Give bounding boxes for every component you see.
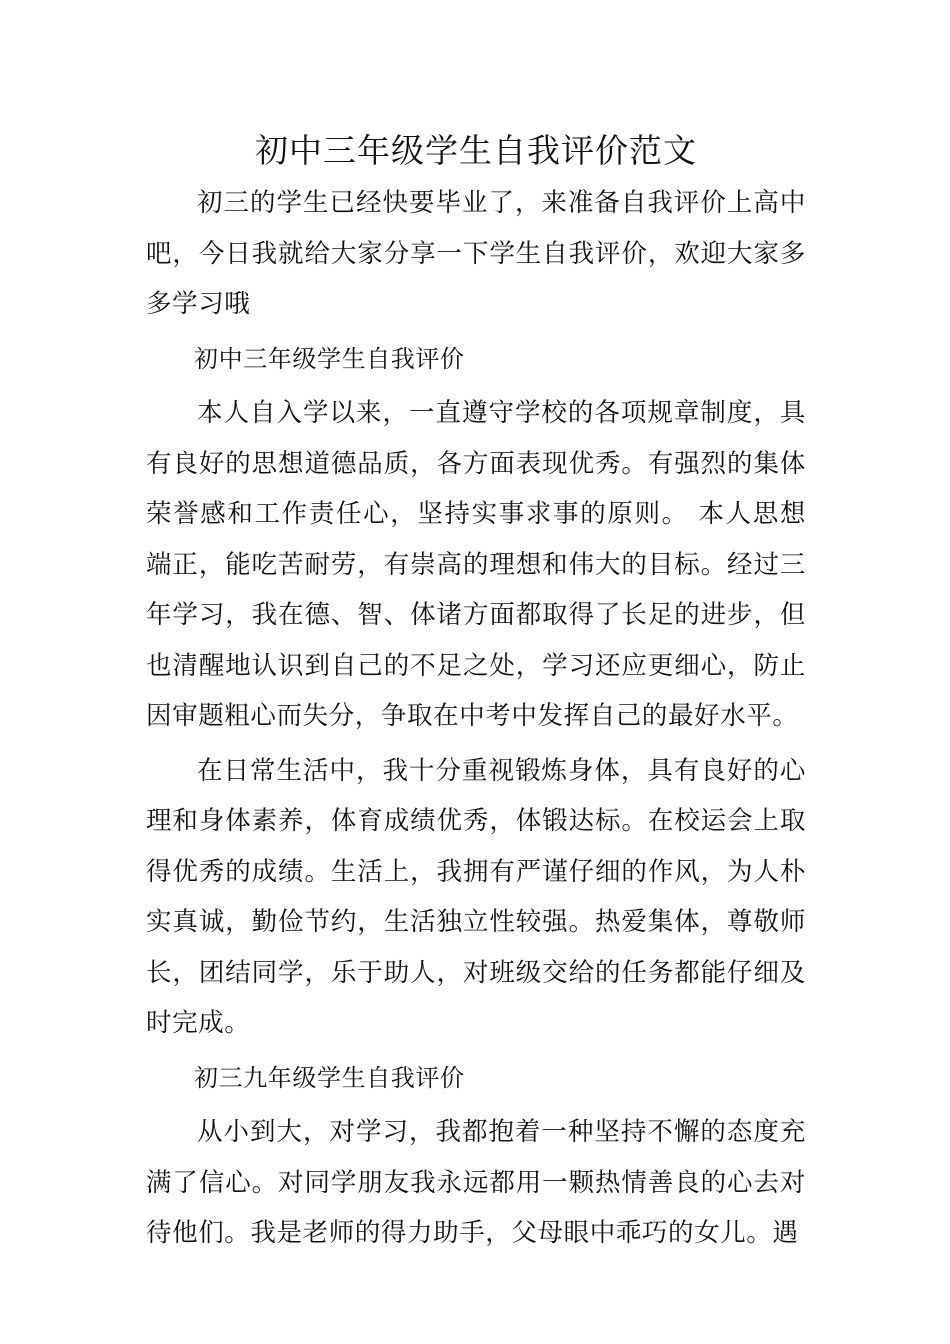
body-paragraph: 从小到大，对学习，我都抱着一种坚持不懈的态度充满了信心。对同学朋友我永远都用一颗热情善良的心去对待他们。我是老师的得力助手，父母眼中乖巧的女儿。遇 <box>146 1117 806 1248</box>
document-page <box>146 126 806 1259</box>
document-title: 初中三年级学生自我评价范文 <box>255 131 697 170</box>
body-paragraph: 在日常生活中，我十分重视锻炼身体，具有良好的心理和身体素养，体育成绩优秀，体锻达标。在校运会上取得优秀的成绩。生活上，我拥有严谨仔细的作风，为人朴实真诚，勤俭节约，生活独立性较强。热爱集体，尊敬师长，团结同学，乐于助人，对班级交给的任务都能仔细及时完成。 <box>146 755 806 1038</box>
section-heading-grade-three: 初中三年级学生自我评价 <box>194 344 465 373</box>
body-paragraph: 本人自入学以来，一直遵守学校的各项规章制度，具有良好的思想道德品质，各方面表现优秀。有强烈的集体荣誉感和工作责任心，坚持实事求事的原则。 本人思想端正，能吃苦耐劳，有崇高的理想和伟大的目标。经过三年学习，我在德、智、体诸方面都取得了长足的进步，但也清醒地认识到自己的不足之处，学习还应更细心，防止因审题粗心而失分，争取在中考中发挥自己的最好水平。 <box>146 398 806 731</box>
intro-paragraph: 初三的学生已经快要毕业了，来准备自我评价上高中吧，今日我就给大家分享一下学生自我评价，欢迎大家多多学习哦 <box>146 188 806 319</box>
section-heading-grade-nine: 初三九年级学生自我评价 <box>194 1063 465 1092</box>
